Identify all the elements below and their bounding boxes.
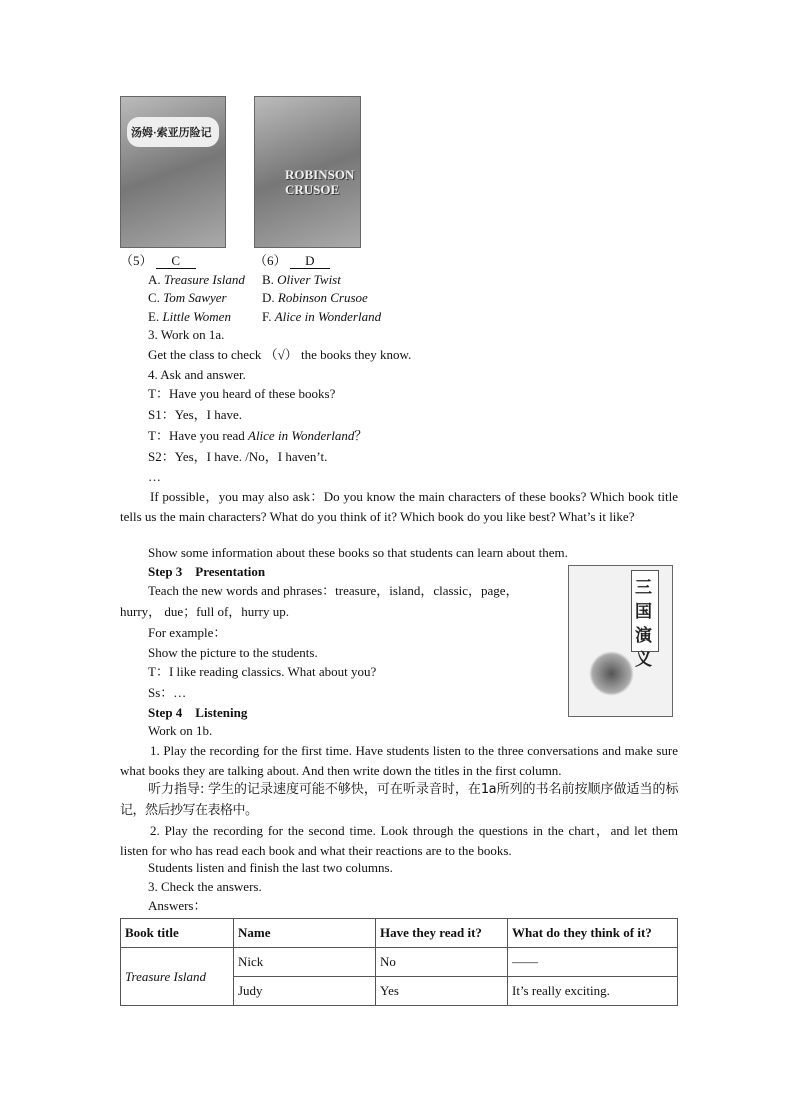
- work-on-1b: Work on 1b.: [148, 723, 213, 738]
- opinion-cell: ——: [508, 948, 678, 977]
- check-instruction: Get the class to check （√） the books they know.: [148, 347, 412, 362]
- play-second-paragraph: 2. Play the recording for the second time. Look through the questions in the chart，and let them listen for who has read each book and what their reactions are to the books.: [120, 823, 678, 858]
- ellipsis: …: [148, 469, 161, 484]
- answers-table: [120, 918, 678, 1006]
- tom-sawyer-cover-image: 汤姆·索亚历险记: [120, 96, 226, 248]
- if-possible-paragraph: If possible，you may also ask：Do you know the main characters of these books? Which book title tells us the main characters? What do you think of it? Which book do you like best? What’s it like?: [120, 489, 678, 524]
- option-f: F. Alice in Wonderland: [262, 309, 382, 324]
- dialogue-t2: T：Have you read Alice in Wonderland？: [148, 428, 368, 443]
- option-a: A. Treasure Island: [148, 272, 245, 287]
- table-row: [121, 948, 678, 977]
- dialogue-s2: S2：Yes，I have. /No，I haven’t.: [148, 449, 328, 464]
- dialogue-t3: T：I like reading classics. What about you?: [148, 664, 377, 679]
- answers-label: Answers：: [148, 898, 207, 913]
- name-cell: Nick: [234, 948, 376, 977]
- teach-line-1: Teach the new words and phrases：treasure，island，classic，page，: [148, 583, 519, 598]
- option-b: B. Oliver Twist: [262, 272, 341, 287]
- students-finish: Students listen and finish the last two columns.: [148, 860, 393, 875]
- header-read: Have they read it?: [376, 919, 508, 948]
- show-info: Show some information about these books so that students can learn about them.: [148, 545, 568, 560]
- sanguo-cover-image: 三国演义: [568, 565, 673, 717]
- header-book-title: Book title: [121, 919, 234, 948]
- read-cell: No: [376, 948, 508, 977]
- robinson-crusoe-cover-image: ROBINSON CRUSOE: [254, 96, 361, 248]
- option-d: D. Robinson Crusoe: [262, 290, 368, 305]
- dialogue-ss: Ss：…: [148, 685, 187, 700]
- for-example: For example：: [148, 625, 227, 640]
- step-3-heading: Step 3 Presentation: [148, 564, 266, 579]
- work-on-1a: 3. Work on 1a.: [148, 327, 225, 342]
- question-6: （6） D: [254, 252, 330, 270]
- listening-guide: 听力指导: 学生的记录速度可能不够快，可在听录音时，在1a所列的书名前按顺序做适当的标记，然后抄写在表格中。: [120, 782, 678, 818]
- check-answers: 3. Check the answers.: [148, 879, 262, 894]
- table-header-row: [121, 919, 678, 948]
- dialogue-s1: S1：Yes，I have.: [148, 407, 243, 422]
- header-name: Name: [234, 919, 376, 948]
- header-think: What do they think of it?: [508, 919, 678, 948]
- step-4-heading: Step 4 Listening: [148, 705, 248, 720]
- read-cell: Yes: [376, 977, 508, 1006]
- ask-and-answer: 4. Ask and answer.: [148, 367, 246, 382]
- option-c: C. Tom Sawyer: [148, 290, 227, 305]
- opinion-cell: It’s really exciting.: [508, 977, 678, 1006]
- question-5: （5） C: [120, 252, 196, 270]
- name-cell: Judy: [234, 977, 376, 1006]
- show-picture: Show the picture to the students.: [148, 645, 318, 660]
- play-first-paragraph: 1. Play the recording for the first time. Have students listen to the three conversations and make sure what books they are talking about. And then write down the titles in the first column.: [120, 743, 678, 778]
- option-e: E. Little Women: [148, 309, 231, 324]
- teach-line-2: hurry， due；full of，hurry up.: [120, 604, 289, 619]
- book-title-cell: Treasure Island: [121, 948, 234, 1006]
- dialogue-t1: T：Have you heard of these books?: [148, 386, 336, 401]
